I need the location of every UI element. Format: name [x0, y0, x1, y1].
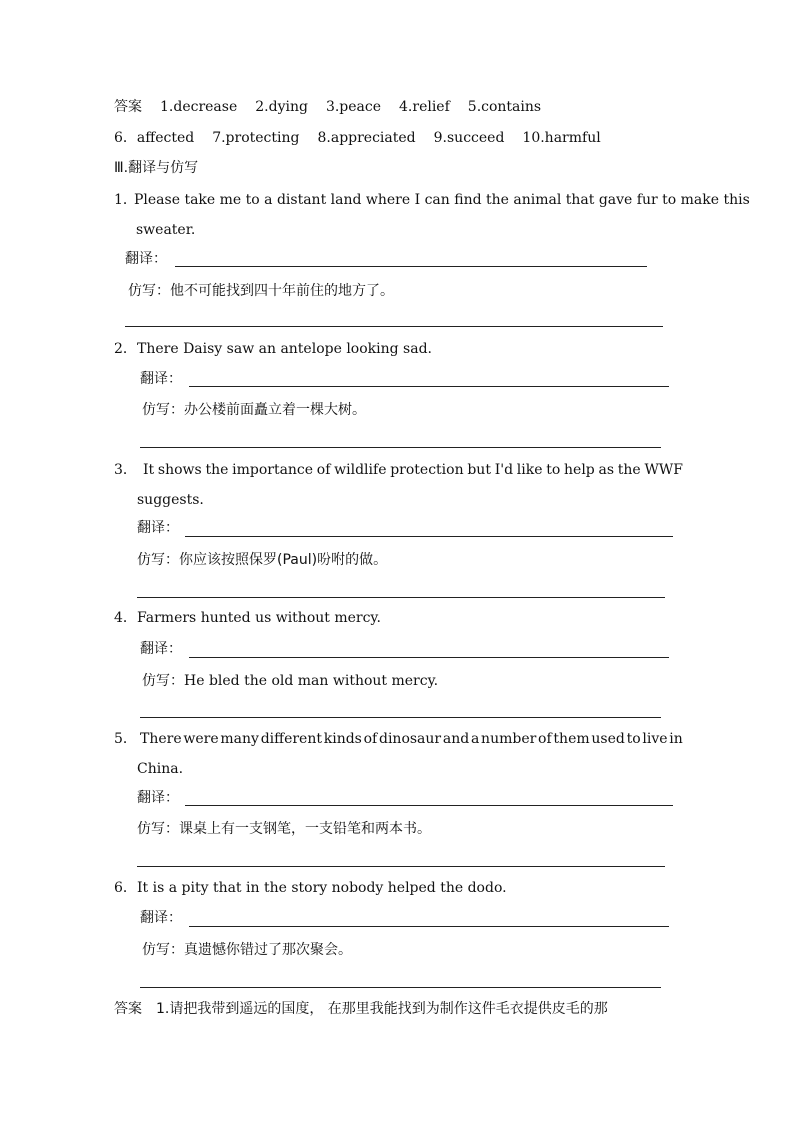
word: to — [626, 731, 641, 747]
word: them — [553, 731, 590, 747]
word: kinds — [323, 731, 362, 747]
answer-row-3 — [114, 1000, 608, 1018]
imitate-answer-line[interactable] — [140, 447, 661, 448]
imitate-prompt: 办公楼前面矗立着一棵大树。 — [184, 402, 366, 418]
item-sentence-continued: China. — [137, 761, 184, 777]
word: were — [183, 731, 219, 747]
imitate-label: 仿写： — [142, 673, 184, 689]
imitate-label: 仿写： — [137, 552, 179, 568]
word: many — [220, 731, 259, 747]
item-number: 2． — [114, 341, 137, 357]
word: shows — [157, 462, 202, 478]
translate-answer-line[interactable] — [189, 657, 669, 658]
answer-item: 9.succeed — [433, 130, 505, 146]
word: number — [481, 731, 537, 747]
word: importance — [232, 462, 314, 478]
word: WWF — [644, 462, 683, 478]
imitate-answer-line[interactable] — [140, 717, 661, 718]
word: used — [591, 731, 625, 747]
imitate-prompt: 课桌上有一支钢笔，一支铅笔和两本书。 — [179, 821, 431, 837]
translate-label: 翻译： — [140, 641, 182, 657]
imitate-label: 仿写： — [142, 402, 184, 418]
word: I'd — [494, 462, 514, 478]
translate-label: 翻译： — [137, 790, 179, 806]
imitate-label: 仿写： — [137, 821, 179, 837]
word: It — [143, 462, 155, 478]
translate-answer-line[interactable] — [175, 266, 647, 267]
word: and — [442, 731, 470, 747]
answer-translation: 1.请把我带到遥远的国度， 在那里我能找到为制作这件毛衣提供皮毛的那 — [156, 1001, 608, 1017]
word: but — [467, 462, 491, 478]
imitate-answer-line[interactable] — [140, 987, 661, 988]
section-title: Ⅲ.翻译与仿写 — [114, 160, 199, 176]
answer-item: 8.appreciated — [317, 130, 416, 146]
word: to — [546, 462, 561, 478]
item-sentence: It is a pity that in the story nobody helped the dodo. — [137, 880, 507, 896]
item-sentence: Farmers hunted us without mercy. — [137, 610, 381, 626]
imitate-line — [142, 401, 366, 419]
item-sentence: Please take me to a distant land where I can find the animal that gave fur to make this — [134, 192, 750, 208]
word: protection — [390, 462, 464, 478]
imitate-answer-line[interactable] — [137, 597, 665, 598]
word: There — [140, 731, 182, 747]
word: of — [363, 731, 378, 747]
translate-label: 翻译： — [125, 251, 167, 267]
translate-answer-line[interactable] — [189, 926, 669, 927]
imitate-line — [128, 282, 394, 300]
translate-label: 翻译： — [137, 520, 179, 536]
word: in — [669, 731, 683, 747]
answer-label: 答案 — [114, 99, 142, 115]
word: help — [564, 462, 595, 478]
imitate-prompt: 他不可能找到四十年前住的地方了。 — [170, 283, 394, 299]
item-number: 3． — [114, 462, 137, 478]
answer-item: 7.protecting — [212, 130, 300, 146]
item-number: 1． — [114, 192, 137, 208]
imitate-answer-line[interactable] — [137, 866, 665, 867]
word: the — [205, 462, 229, 478]
translate-label: 翻译： — [140, 910, 182, 926]
answer-item: 2.dying — [255, 99, 308, 115]
word: like — [516, 462, 543, 478]
word: wildlife — [334, 462, 387, 478]
item-number: 4． — [114, 610, 137, 626]
translate-answer-line[interactable] — [185, 805, 673, 806]
answer-item: 1.decrease — [160, 99, 238, 115]
item-sentence-continued: sweater. — [136, 222, 196, 238]
item-sentence-continued: suggests. — [137, 492, 204, 508]
imitate-line — [137, 551, 387, 569]
answer-item: 5.contains — [467, 99, 542, 115]
word: as — [598, 462, 615, 478]
word: dinosaur — [378, 731, 442, 747]
answer-row-1 — [114, 98, 541, 116]
imitate-prompt: 你应该按照保罗(Paul)吩咐的做。 — [179, 552, 388, 568]
imitate-label: 仿写： — [128, 283, 170, 299]
answer-item: 3.peace — [325, 99, 382, 115]
item-sentence — [143, 461, 683, 479]
imitate-line — [137, 820, 431, 838]
imitate-prompt: He bled the old man without mercy. — [184, 673, 439, 689]
word: different — [260, 731, 322, 747]
word: of — [538, 731, 552, 747]
item-number: 6． — [114, 880, 137, 896]
word: the — [617, 462, 641, 478]
answer-label: 答案 — [114, 1001, 142, 1017]
imitate-line — [142, 672, 438, 690]
translate-answer-line[interactable] — [185, 536, 673, 537]
item-number: 5． — [114, 731, 137, 747]
answer-item: 10.harmful — [522, 130, 601, 146]
imitate-answer-line[interactable] — [125, 326, 663, 327]
translate-answer-line[interactable] — [189, 386, 669, 387]
item-sentence — [140, 730, 683, 748]
word: of — [316, 462, 331, 478]
imitate-prompt: 真遗憾你错过了那次聚会。 — [184, 942, 352, 958]
word: a — [470, 731, 480, 747]
imitate-label: 仿写： — [142, 942, 184, 958]
answer-item: 6．affected — [114, 130, 195, 146]
imitate-line — [142, 941, 352, 959]
translate-label: 翻译： — [140, 371, 182, 387]
word: live — [642, 731, 668, 747]
answer-item: 4.relief — [399, 99, 450, 115]
answer-row-2 — [114, 129, 601, 147]
item-sentence: There Daisy saw an antelope looking sad. — [137, 341, 432, 357]
